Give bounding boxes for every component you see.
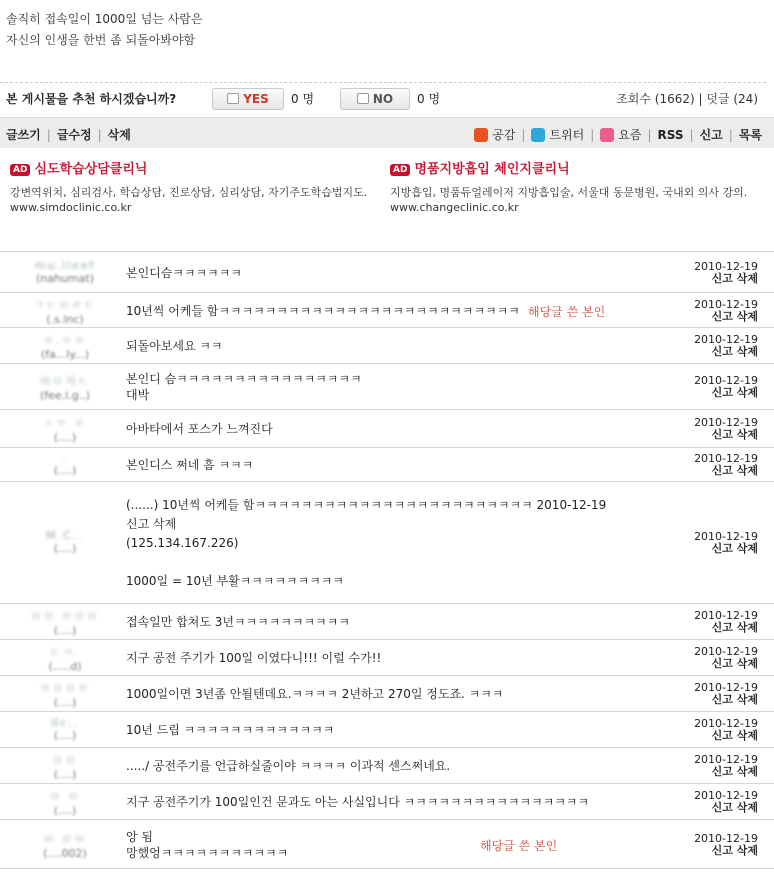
post-line: 자신의 인생을 한번 좀 되돌아봐야함 <box>6 33 196 47</box>
recommend-bar <box>0 82 766 111</box>
write-link[interactable]: 글쓰기 <box>6 128 41 142</box>
comment-line: 접속일만 합쳐도 3년ㅋㅋㅋㅋㅋㅋㅋㅋㅋㅋ <box>126 615 350 629</box>
c-logo-icon <box>474 128 488 142</box>
comment-text <box>126 614 350 630</box>
comment-row <box>0 293 774 328</box>
author-id: (....) <box>53 431 77 444</box>
comment-line: (125.134.167.226) <box>126 535 239 550</box>
comment-line: 본인디스 쩌네 흠 ㅋㅋㅋ <box>126 458 254 472</box>
comment-text <box>126 371 362 403</box>
author-nickname: ㅁㅁㅁㅁ <box>39 682 91 695</box>
comment-text <box>126 265 242 281</box>
comment-line: 신고 삭제 <box>126 516 177 531</box>
comment-author[interactable] <box>10 831 120 860</box>
ad-simdo[interactable] <box>10 158 380 214</box>
comment-text <box>126 829 288 861</box>
author-annotation: 해당글 쓴 본인 <box>528 304 606 319</box>
author-nickname: ㅁㅁ ㅁㅁㅁ <box>30 610 100 623</box>
comment-date: 2010-12-19 <box>694 259 758 273</box>
comment-row <box>0 482 774 604</box>
comment-author[interactable] <box>10 332 120 361</box>
thumbs-down-icon <box>357 93 369 104</box>
author-nickname: M.C.. <box>46 529 84 542</box>
comment-row <box>0 364 774 410</box>
no-label: NO <box>372 92 394 106</box>
report-delete-links[interactable]: 신고 삭제 <box>711 345 758 358</box>
author-id: (fee.l.g..) <box>39 389 90 402</box>
comment-row <box>0 748 774 784</box>
author-nickname: dc.. <box>50 716 80 729</box>
toolbar-label: RSS <box>657 128 684 142</box>
toolbar-link-5[interactable] <box>739 128 762 142</box>
ad-section <box>0 150 774 250</box>
comment-meta <box>694 453 758 477</box>
comment-date: 2010-12-19 <box>694 717 758 730</box>
comment-text <box>126 338 223 354</box>
comment-author[interactable] <box>10 716 120 742</box>
comment-line: (......) 10년씩 어케들 함ㅋㅋㅋㅋㅋㅋㅋㅋㅋㅋㅋㅋㅋㅋㅋㅋㅋㅋㅋㅋㅋㅋㅋㅋ 2010-12-19 <box>126 497 607 512</box>
comment-meta <box>694 833 758 857</box>
comment-meta <box>694 718 758 742</box>
comment-meta <box>694 646 758 670</box>
comment-line: 10년씩 어케들 함ㅋㅋㅋㅋㅋㅋㅋㅋㅋㅋㅋㅋㅋㅋㅋㅋㅋㅋㅋㅋㅋㅋㅋㅋㅋㅋ <box>126 303 520 318</box>
edit-link[interactable]: 글수정 <box>56 128 92 142</box>
comment-line: 본인디슴ㅋㅋㅋㅋㅋㅋ <box>126 265 242 280</box>
comment-author[interactable] <box>10 373 120 402</box>
author-nickname: ㅁ ㅁ <box>49 790 81 803</box>
comment-line: 앙 됨 <box>126 829 153 844</box>
comment-author[interactable] <box>10 644 120 673</box>
author-id: (....) <box>53 804 77 817</box>
post-line: 솔직히 접속일이 1000일 넘는 사람은 <box>6 12 203 26</box>
comment-row <box>0 712 774 748</box>
comment-text <box>126 421 273 437</box>
comment-author[interactable] <box>10 297 120 326</box>
report-delete-links[interactable]: 신고 삭제 <box>711 542 758 555</box>
comment-date: 2010-12-19 <box>694 416 758 429</box>
yes-count: 0 명 <box>291 92 315 106</box>
ad-badge: AD <box>10 164 30 176</box>
comment-text <box>126 686 503 702</box>
yozm-icon <box>600 128 614 142</box>
twitter-icon <box>531 128 545 142</box>
author-nickname: 비ㅁ지ㄷ <box>39 375 91 388</box>
comment-text <box>126 758 450 774</box>
report-delete-links[interactable]: 신고 삭제 <box>711 843 758 857</box>
comment-date: 2010-12-19 <box>694 297 758 311</box>
comment-date: 2010-12-19 <box>694 609 758 622</box>
comment-text <box>126 722 334 738</box>
comment-meta <box>694 417 758 441</box>
yes-label: YES <box>243 92 269 106</box>
comment-line: 망했엉ㅋㅋㅋㅋㅋㅋㅋㅋㅋㅋㅋ <box>126 845 289 860</box>
comment-text <box>126 794 589 810</box>
comment-meta <box>694 682 758 706</box>
comment-text <box>126 457 253 473</box>
report-delete-links[interactable]: 신고 삭제 <box>711 801 758 814</box>
toolbar-label: 트위터 <box>549 128 585 142</box>
author-nickname: ㅁ ㅁㅁ <box>43 832 87 846</box>
comment-line: 아바타에서 포스가 느껴진다 <box>126 422 273 436</box>
ad-url[interactable]: www.changeclinic.co.kr <box>390 201 519 214</box>
author-nickname: . <box>62 451 68 464</box>
author-nickname: ㅅㅜ ㄹ <box>43 417 87 430</box>
comment-row <box>0 328 774 364</box>
comment-line: 되돌아보세요 ㅋㅋ <box>126 339 223 353</box>
toolbar-label: 신고 <box>699 128 723 142</box>
author-nickname: ㄷㅋ. <box>49 646 81 659</box>
author-id: (....) <box>53 768 77 781</box>
comment-row <box>0 784 774 820</box>
post-body <box>6 9 203 51</box>
comment-author[interactable] <box>10 415 120 444</box>
report-delete-links[interactable]: 신고 삭제 <box>711 428 758 441</box>
author-id: (....002) <box>43 846 87 860</box>
comment-date: 2010-12-19 <box>694 753 758 766</box>
author-id: (.....d) <box>48 660 82 673</box>
comment-line: 대박 <box>126 388 150 402</box>
comment-list <box>0 251 774 869</box>
author-nickname: mu.lleef <box>34 258 96 272</box>
report-delete-links[interactable]: 신고 삭제 <box>711 729 758 742</box>
no-button[interactable] <box>340 88 410 110</box>
author-annotation: 해당글 쓴 본인 <box>480 838 558 853</box>
toolbar-twitter-icon[interactable] <box>531 128 584 142</box>
comment-date: 2010-12-19 <box>694 789 758 802</box>
author-id: (....) <box>53 542 77 555</box>
toolbar-link-4[interactable] <box>700 128 723 142</box>
comment-line <box>126 553 606 572</box>
author-nickname: ㅁㅁ <box>52 754 78 767</box>
comment-line: 지구 공전주기가 100일인건 문과도 아는 사실입니다 ㅋㅋㅋㅋㅋㅋㅋㅋㅋㅋㅋㅋㅋㅋㅋㅋ <box>126 795 590 809</box>
comment-row <box>0 252 774 293</box>
comment-text <box>126 303 520 319</box>
author-id: (fa...ly...) <box>40 348 90 361</box>
share-tools: 공감 | 트위터 | 요즘 | RSS | 신고 | 목록 <box>474 126 762 143</box>
comment-row <box>0 820 774 869</box>
comment-author[interactable] <box>10 259 120 285</box>
toolbar-link-3[interactable] <box>658 128 684 142</box>
comment-meta <box>694 334 758 358</box>
author-id: (....) <box>53 729 77 742</box>
no-count: 0 명 <box>417 92 441 106</box>
comment-date: 2010-12-19 <box>694 374 758 387</box>
comment-date: 2010-12-19 <box>694 452 758 465</box>
comment-author[interactable] <box>10 788 120 817</box>
ad-change[interactable] <box>390 158 760 214</box>
comment-line: 본인디 슴ㅋㅋㅋㅋㅋㅋㅋㅋㅋㅋㅋㅋㅋㅋㅋㅋ <box>126 372 362 386</box>
comment-date: 2010-12-19 <box>694 831 758 845</box>
delete-link[interactable]: 삭제 <box>107 128 131 142</box>
author-id: (....) <box>53 464 77 477</box>
toolbar-label: 목록 <box>738 128 762 142</box>
comment-line: 지구 공전 주기가 100일 이였다니!!! 이럴 수가!! <box>126 651 382 665</box>
comment-date: 2010-12-19 <box>694 333 758 346</box>
comment-text <box>126 496 606 591</box>
comment-meta <box>694 610 758 634</box>
comment-date: 2010-12-19 <box>694 530 758 543</box>
comment-author[interactable] <box>10 680 120 709</box>
author-id: (.s.lnc) <box>46 312 84 326</box>
comment-line: 1000일 = 10년 부활ㅋㅋㅋㅋㅋㅋㅋㅋㅋ <box>126 573 345 588</box>
comment-row <box>0 640 774 676</box>
comment-meta <box>694 375 758 399</box>
view-comment-stats: 조회수 (1662) | 덧글 (24) <box>616 92 758 106</box>
comment-date: 2010-12-19 <box>694 645 758 658</box>
report-delete-links[interactable]: 신고 삭제 <box>711 621 758 634</box>
report-delete-links[interactable]: 신고 삭제 <box>711 309 758 323</box>
comment-author[interactable] <box>10 608 120 637</box>
author-nickname: ㅇ.ㅇㅇ <box>43 334 87 347</box>
yes-button[interactable] <box>212 88 284 110</box>
report-delete-links[interactable]: 신고 삭제 <box>711 386 758 399</box>
report-delete-links[interactable]: 신고 삭제 <box>711 693 758 706</box>
comment-meta <box>694 531 758 555</box>
recommend-question: 본 게시물을 추천 하시겠습니까? <box>6 92 177 106</box>
comment-text <box>126 650 381 666</box>
report-delete-links[interactable]: 신고 삭제 <box>711 464 758 477</box>
comment-row <box>0 604 774 640</box>
comment-meta <box>694 754 758 778</box>
ad-description: 지방흡입, 명품듀얼레이저 지방흡입술, 서울대 동문병원, 국내외 의사 강의. <box>390 186 748 199</box>
comment-row <box>0 410 774 448</box>
toolbar-c-logo-icon[interactable] <box>474 128 515 142</box>
comment-meta <box>694 790 758 814</box>
comment-line: 10년 드립 ㅋㅋㅋㅋㅋㅋㅋㅋㅋㅋㅋㅋㅋ <box>126 723 335 737</box>
comment-date: 2010-12-19 <box>694 681 758 694</box>
comment-line: 1000일이면 3년좀 안될텐데요.ㅋㅋㅋㅋ 2년하고 270일 정도죠. ㅋㅋㅋ <box>126 687 504 701</box>
comment-row <box>0 676 774 712</box>
ad-url[interactable]: www.simdoclinic.co.kr <box>10 201 132 214</box>
report-delete-links[interactable]: 신고 삭제 <box>711 271 758 285</box>
comment-author[interactable] <box>10 529 120 555</box>
comment-meta <box>694 261 758 285</box>
toolbar-yozm-icon[interactable] <box>600 128 641 142</box>
author-nickname: ㄱㄷㅁㄹㄷ <box>33 298 97 312</box>
ad-badge: AD <box>390 164 410 176</box>
author-id: (....) <box>53 696 77 709</box>
comment-line: ...../ 공전주기를 언급하실줄이야 ㅋㅋㅋㅋ 이과적 센스쩌네요. <box>126 759 451 773</box>
author-id: (nahumat) <box>35 271 94 285</box>
report-delete-links[interactable]: 신고 삭제 <box>711 657 758 670</box>
comment-row <box>0 448 774 482</box>
toolbar-label: 요즘 <box>618 128 642 142</box>
ad-title[interactable]: 명품지방흡입 체인지클리닉 <box>414 162 570 177</box>
ad-title[interactable]: 심도학습상담클리닉 <box>34 162 148 177</box>
comment-author[interactable] <box>10 752 120 781</box>
report-delete-links[interactable]: 신고 삭제 <box>711 765 758 778</box>
author-id: (....) <box>53 624 77 637</box>
post-toolbar: 글쓰기 | 글수정 | 삭제 공감 | 트위터 | 요즘 | RSS | 신고 | 목록 <box>0 117 774 148</box>
ad-description: 강변역위치, 심리검사, 학습상담, 진로상담, 심리상담, 자기주도학습법지도. <box>10 186 368 199</box>
thumbs-up-icon <box>227 93 239 104</box>
comment-author[interactable] <box>10 451 120 477</box>
toolbar-label: 공감 <box>492 128 516 142</box>
comment-meta <box>694 299 758 323</box>
